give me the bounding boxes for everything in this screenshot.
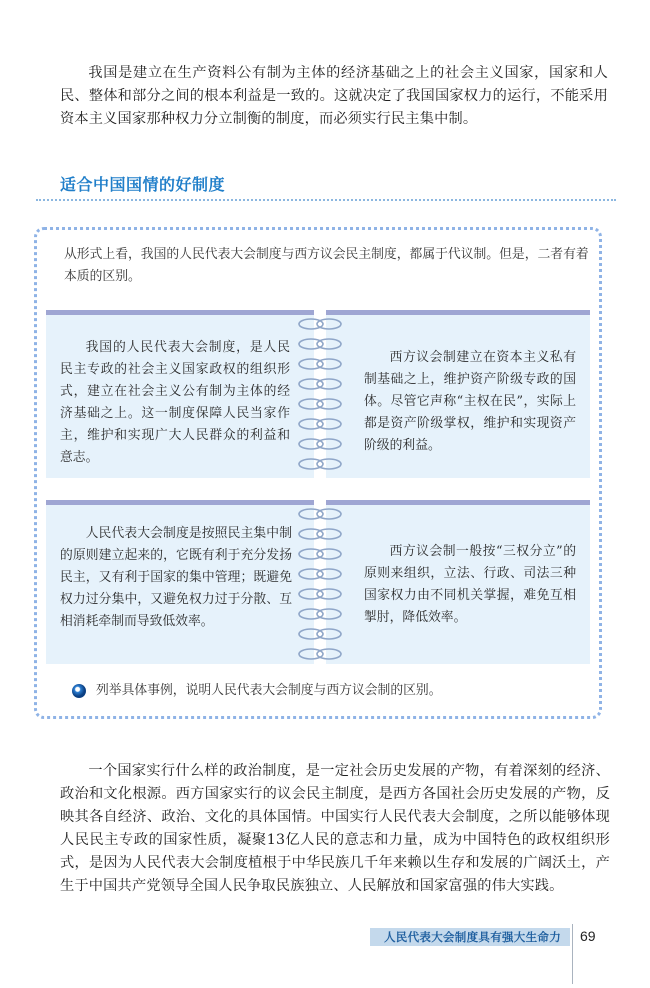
card-west-nature	[326, 310, 590, 478]
page-number: 69	[580, 928, 596, 944]
card-west-principle	[326, 500, 590, 664]
card-china-nature-text: 我国的人民代表大会制度，是人民民主专政的社会主义国家政权的组织形式，建立在社会主义公有制为主体的经济基础之上。这一制度保障人民当家作主，维护和实现广大人民群众的利益和意志。	[60, 340, 290, 465]
intro-paragraph: 我国是建立在生产资料公有制为主体的经济基础之上的社会主义国家，国家和人民、整体和部分之间的根本利益是一致的。这就决定了我国国家权力的运行，不能采用资本主义国家那种权力分立制衡的制度，而必须实行民主集中制。	[60, 65, 608, 127]
spiral-binding-icon	[290, 316, 350, 472]
activity-prompt: 列举具体事例，说明人民代表大会制度与西方议会制的区别。	[96, 683, 442, 698]
footer-divider	[572, 924, 573, 984]
closing-paragraph: 一个国家实行什么样的政治制度，是一定社会历史发展的产物，有着深刻的经济、政治和文化根源。西方国家实行的议会民主制度，是西方各国社会历史发展的产物，反映其各自经济、政治、文化的具体国情。中国实行人民代表大会制度，之所以能够体现人民民主专政的国家性质，凝聚13亿人民的意志和力量，成为中国特色的政权组织形式，是因为人民代表大会制度植根于中华民族几千年来赖以生存和发展的广阔沃土，产生于中国共产党领导全国人民争取民族独立、人民解放和国家富强的伟大实践。	[60, 763, 610, 894]
card-west-nature-text: 西方议会制建立在资本主义私有制基础之上，维护资产阶级专政的国体。尽管它声称“主权在民”，实际上都是资产阶级掌权，维护和实现资产阶级的利益。	[364, 350, 576, 453]
card-west-principle-text: 西方议会制一般按“三权分立”的原则来组织，立法、行政、司法三种国家权力由不同机关掌握，难免互相掣肘，降低效率。	[364, 544, 576, 625]
card-china-principle-text: 人民代表大会制度是按照民主集中制的原则建立起来的，它既有利于充分发扬民主，又有利于国家的集中管理；既避免权力过分集中，又避免权力过于分散、互相消耗牵制而导致低效率。	[60, 526, 292, 629]
card-china-principle	[46, 500, 314, 664]
comparison-intro: 从形式上看，我国的人民代表大会制度与西方议会民主制度，都属于代议制。但是，二者有着本质的区别。	[64, 247, 589, 284]
card-china-nature	[46, 310, 314, 478]
section-title: 适合中国国情的好制度	[60, 175, 226, 194]
section-divider	[36, 199, 616, 201]
chapter-title: 人民代表大会制度具有强大生命力	[384, 930, 561, 944]
globe-bullet-icon	[72, 684, 86, 698]
spiral-binding-icon	[290, 506, 350, 662]
